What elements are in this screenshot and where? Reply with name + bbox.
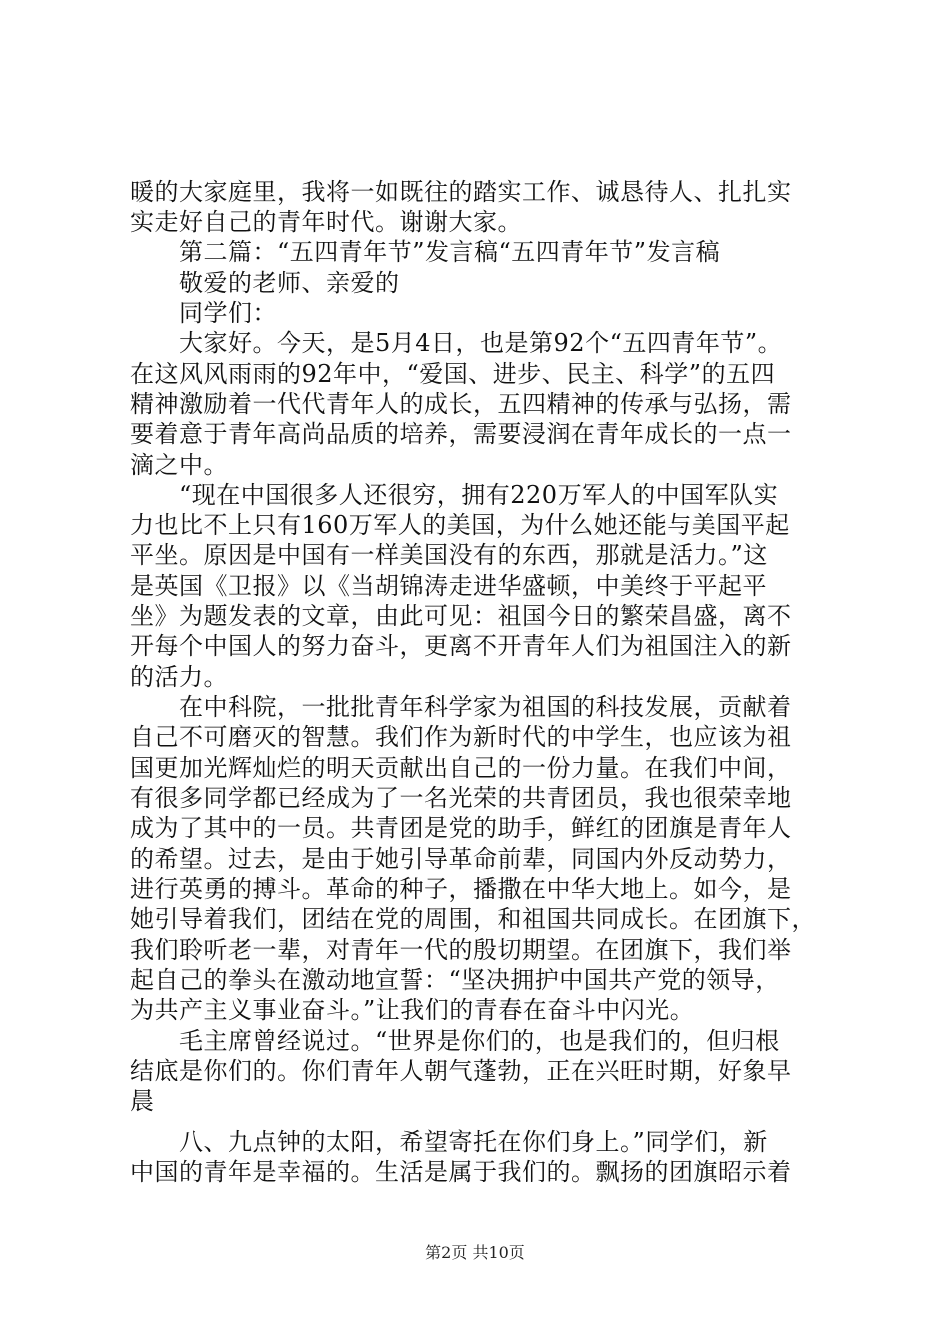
- text-line: 敬爱的老师、亲爱的: [130, 269, 400, 297]
- text-line: “现在中国很多人还很穷，拥有220万军人的中国军队实: [130, 481, 779, 509]
- text-line: 坐》为题发表的文章，由此可见：祖国今日的繁荣昌盛，离不: [130, 602, 792, 630]
- text-line: 要着意于青年高尚品质的培养，需要浸润在青年成长的一点一: [130, 420, 792, 448]
- text-line: 力也比不上只有160万军人的美国，为什么她还能与美国平起: [130, 511, 790, 539]
- text-line: 精神激励着一代代青年人的成长，五四精神的传承与弘扬，需: [130, 390, 792, 418]
- text-line: 平坐。原因是中国有一样美国没有的东西，那就是活力。”这: [130, 541, 768, 569]
- text-line: 她引导着我们，团结在党的周围，和祖国共同成长。在团旗下，: [130, 905, 816, 933]
- text-line: 暖的大家庭里，我将一如既往的踏实工作、诚恳待人、扎扎实: [130, 178, 792, 206]
- text-line: 的希望。过去，是由于她引导革命前辈，同国内外反动势力，: [130, 845, 792, 873]
- text-line: 为共产主义事业奋斗。”让我们的青春在奋斗中闪光。: [130, 996, 695, 1024]
- text-line: 自己不可磨灭的智慧。我们作为新时代的中学生，也应该为祖: [130, 723, 792, 751]
- text-line: 八、九点钟的太阳，希望寄托在你们身上。”同学们，新: [130, 1128, 768, 1156]
- text-line: 晨: [130, 1087, 155, 1115]
- text-line: 在中科院，一批批青年科学家为祖国的科技发展，贡献着: [130, 693, 792, 721]
- text-line: 是英国《卫报》以《当胡锦涛走进华盛顿，中美终于平起平: [130, 572, 767, 600]
- text-line: 起自己的拳头在激动地宣誓：“坚决拥护中国共产党的领导，: [130, 966, 780, 994]
- text-line: 有很多同学都已经成为了一名光荣的共青团员，我也很荣幸地: [130, 784, 792, 812]
- text-line: 成为了其中的一员。共青团是党的助手，鲜红的团旗是青年人: [130, 814, 792, 842]
- text-line: 结底是你们的。你们青年人朝气蓬勃，正在兴旺时期，好象早: [130, 1057, 792, 1085]
- text-line: 实走好自己的青年时代。谢谢大家。: [130, 208, 522, 236]
- text-line: 大家好。今天，是5月4日，也是第92个“五四青年节”。: [130, 329, 783, 357]
- text-line: 滴之中。: [130, 451, 228, 479]
- text-line: 开每个中国人的努力奋斗，更离不开青年人们为祖国注入的新: [130, 632, 792, 660]
- text-line: 在这风风雨雨的92年中，“爱国、进步、民主、科学”的五四: [130, 360, 776, 388]
- text-line: 第二篇：“五四青年节”发言稿“五四青年节”发言稿: [130, 238, 721, 266]
- page-number-footer: 第2页 共10页: [425, 1243, 525, 1262]
- text-line: 中国的青年是幸福的。生活是属于我们的。飘扬的团旗昭示着: [130, 1158, 792, 1186]
- text-line: 国更加光辉灿烂的明天贡献出自己的一份力量。在我们中间，: [130, 754, 792, 782]
- text-line: 我们聆听老一辈，对青年一代的殷切期望。在团旗下，我们举: [130, 936, 792, 964]
- text-line: 的活力。: [130, 663, 228, 691]
- text-line: 进行英勇的搏斗。革命的种子，播撒在中华大地上。如今，是: [130, 875, 792, 903]
- text-line: 毛主席曾经说过。“世界是你们的，也是我们的，但归根: [130, 1027, 780, 1055]
- text-line: 同学们：: [130, 299, 277, 327]
